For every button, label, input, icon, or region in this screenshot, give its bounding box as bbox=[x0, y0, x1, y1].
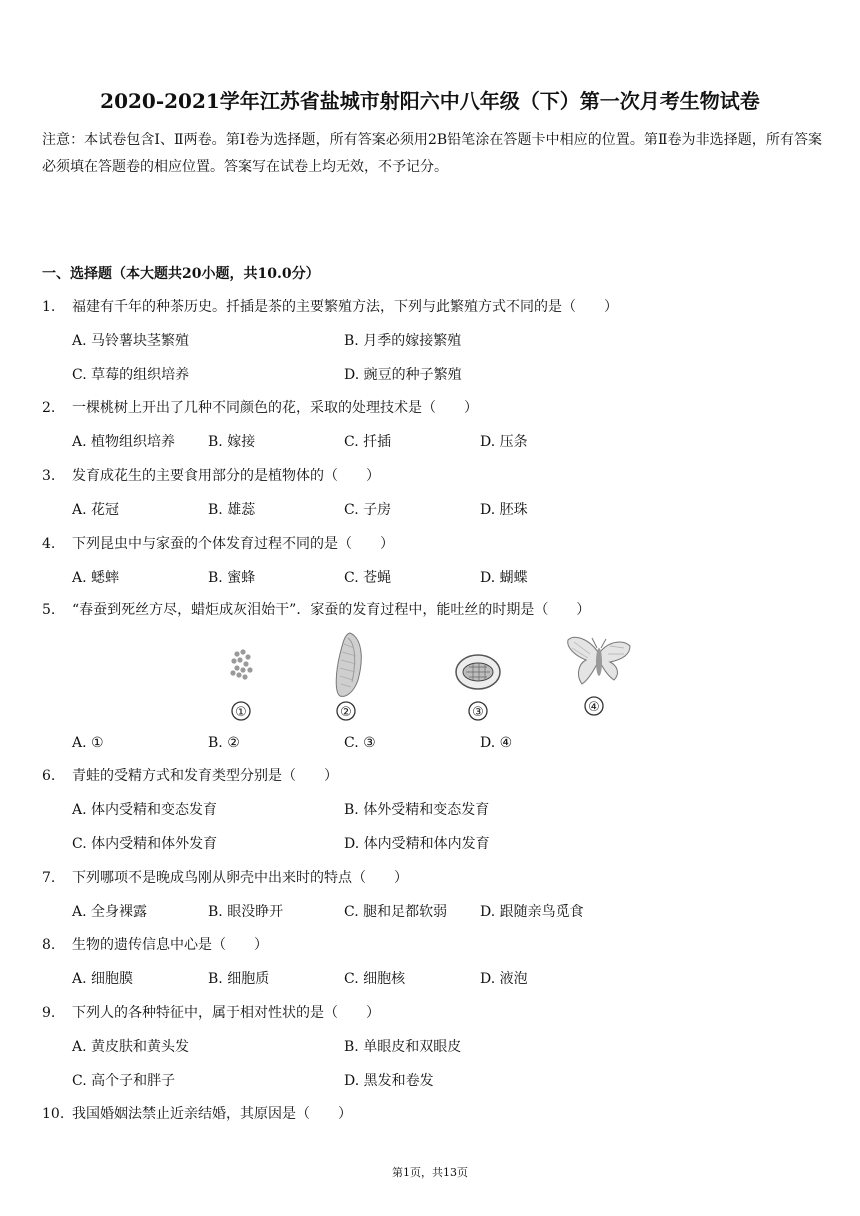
page-footer: 第1页，共13页 bbox=[392, 1166, 468, 1179]
silkworm-stages-figure bbox=[200, 630, 660, 725]
question-4 bbox=[42, 534, 394, 554]
exam-notice: 注意：本试卷包含Ⅰ、Ⅱ两卷。第Ⅰ卷为选择题，所有答案必须用2B铅笔涂在答题卡中相应的位置。第Ⅱ卷为非选择题，所有答案必须填在答题卷的相应位置。答案写在试卷上均无效，不予记分。 bbox=[42, 132, 822, 175]
question-text: 福建有千年的种茶历史。扦插是茶的主要繁殖方法，下列与此繁殖方式不同的是（ ） bbox=[72, 299, 618, 315]
option-c[interactable]: C. 子房 bbox=[344, 502, 392, 518]
option-b[interactable]: B. 细胞质 bbox=[208, 971, 270, 987]
question-number: 7. bbox=[42, 870, 56, 886]
option-b[interactable]: B. 蜜蜂 bbox=[208, 570, 256, 586]
question-5 bbox=[42, 600, 590, 620]
option-a[interactable]: A. 体内受精和变态发育 bbox=[72, 802, 218, 818]
question-text: 一棵桃树上开出了几种不同颜色的花，采取的处理技术是（ ） bbox=[72, 400, 478, 416]
question-9 bbox=[42, 1003, 380, 1023]
question-1 bbox=[42, 297, 618, 317]
option-b[interactable]: B. 雄蕊 bbox=[208, 502, 256, 518]
question-6 bbox=[42, 766, 338, 786]
option-a[interactable]: A. 植物组织培养 bbox=[72, 434, 176, 450]
question-8 bbox=[42, 935, 268, 955]
option-c[interactable]: C. 扦插 bbox=[344, 434, 392, 450]
option-b[interactable]: B. 嫁接 bbox=[208, 434, 256, 450]
question-2 bbox=[42, 398, 478, 418]
section-heading: 一、选择题（本大题共20小题，共10.0分） bbox=[42, 266, 320, 282]
option-c[interactable]: C. 苍蝇 bbox=[344, 570, 392, 586]
question-text: 生物的遗传信息中心是（ ） bbox=[72, 937, 268, 953]
figure-label-1: ① bbox=[235, 705, 247, 720]
figure-label-2: ② bbox=[340, 705, 352, 720]
question-number: 2. bbox=[42, 400, 56, 416]
option-d[interactable]: D. 胚珠 bbox=[480, 502, 528, 518]
question-text: 下列昆虫中与家蚕的个体发育过程不同的是（ ） bbox=[72, 536, 394, 552]
question-number: 3. bbox=[42, 468, 56, 484]
question-number: 5. bbox=[42, 602, 56, 618]
silkworm-moth-image bbox=[564, 630, 634, 725]
question-number: 4. bbox=[42, 536, 56, 552]
option-a[interactable]: A. 黄皮肤和黄头发 bbox=[72, 1039, 190, 1055]
option-d[interactable]: D. 压条 bbox=[480, 434, 528, 450]
question-7 bbox=[42, 868, 408, 888]
option-a[interactable]: A. 全身裸露 bbox=[72, 904, 148, 920]
silkworm-egg-image bbox=[225, 630, 259, 725]
option-c[interactable]: C. ③ bbox=[344, 735, 376, 751]
option-c[interactable]: C. 高个子和胖子 bbox=[72, 1073, 176, 1089]
question-text: 我国婚姻法禁止近亲结婚，其原因是（ ） bbox=[72, 1106, 352, 1122]
question-number: 1. bbox=[42, 299, 56, 315]
option-d[interactable]: D. ④ bbox=[480, 735, 513, 751]
option-b[interactable]: B. 月季的嫁接繁殖 bbox=[344, 333, 462, 349]
option-c[interactable]: C. 草莓的组织培养 bbox=[72, 367, 190, 383]
question-number: 10. bbox=[42, 1106, 65, 1122]
option-d[interactable]: D. 跟随亲鸟觅食 bbox=[480, 904, 584, 920]
question-text: “春蚕到死丝方尽，蜡炬成灰泪始干”．家蚕的发育过程中，能吐丝的时期是（ ） bbox=[72, 602, 591, 618]
option-d[interactable]: D. 液泡 bbox=[480, 971, 528, 987]
option-a[interactable]: A. 马铃薯块茎繁殖 bbox=[72, 333, 190, 349]
figure-label-3: ③ bbox=[472, 705, 484, 720]
question-number: 6. bbox=[42, 768, 56, 784]
option-d[interactable]: D. 蝴蝶 bbox=[480, 570, 528, 586]
option-c[interactable]: C. 腿和足都软弱 bbox=[344, 904, 448, 920]
silkworm-pupa-image bbox=[453, 630, 503, 725]
option-a[interactable]: A. 细胞膜 bbox=[72, 971, 134, 987]
option-a[interactable]: A. ① bbox=[72, 735, 104, 751]
question-text: 下列人的各种特征中，属于相对性状的是（ ） bbox=[72, 1005, 380, 1021]
option-d[interactable]: D. 黑发和卷发 bbox=[344, 1073, 434, 1089]
silkworm-larva-image bbox=[328, 630, 368, 725]
option-c[interactable]: C. 细胞核 bbox=[344, 971, 406, 987]
question-10 bbox=[42, 1104, 352, 1124]
option-d[interactable]: D. 豌豆的种子繁殖 bbox=[344, 367, 462, 383]
exam-title: 2020-2021学年江苏省盐城市射阳六中八年级（下）第一次月考生物试卷 bbox=[100, 89, 760, 113]
question-number: 9. bbox=[42, 1005, 56, 1021]
figure-label-4: ④ bbox=[588, 700, 600, 715]
option-d[interactable]: D. 体内受精和体内发育 bbox=[344, 836, 490, 852]
option-b[interactable]: B. ② bbox=[208, 735, 240, 751]
option-a[interactable]: A. 蟋蟀 bbox=[72, 570, 120, 586]
question-text: 发育成花生的主要食用部分的是植物体的（ ） bbox=[72, 468, 380, 484]
question-text: 下列哪项不是晚成鸟刚从卵壳中出来时的特点（ ） bbox=[72, 870, 408, 886]
question-number: 8. bbox=[42, 937, 56, 953]
option-b[interactable]: B. 单眼皮和双眼皮 bbox=[344, 1039, 462, 1055]
option-b[interactable]: B. 体外受精和变态发育 bbox=[344, 802, 490, 818]
option-b[interactable]: B. 眼没睁开 bbox=[208, 904, 284, 920]
option-c[interactable]: C. 体内受精和体外发育 bbox=[72, 836, 218, 852]
option-a[interactable]: A. 花冠 bbox=[72, 502, 120, 518]
question-3 bbox=[42, 466, 380, 486]
question-text: 青蛙的受精方式和发育类型分别是（ ） bbox=[72, 768, 338, 784]
